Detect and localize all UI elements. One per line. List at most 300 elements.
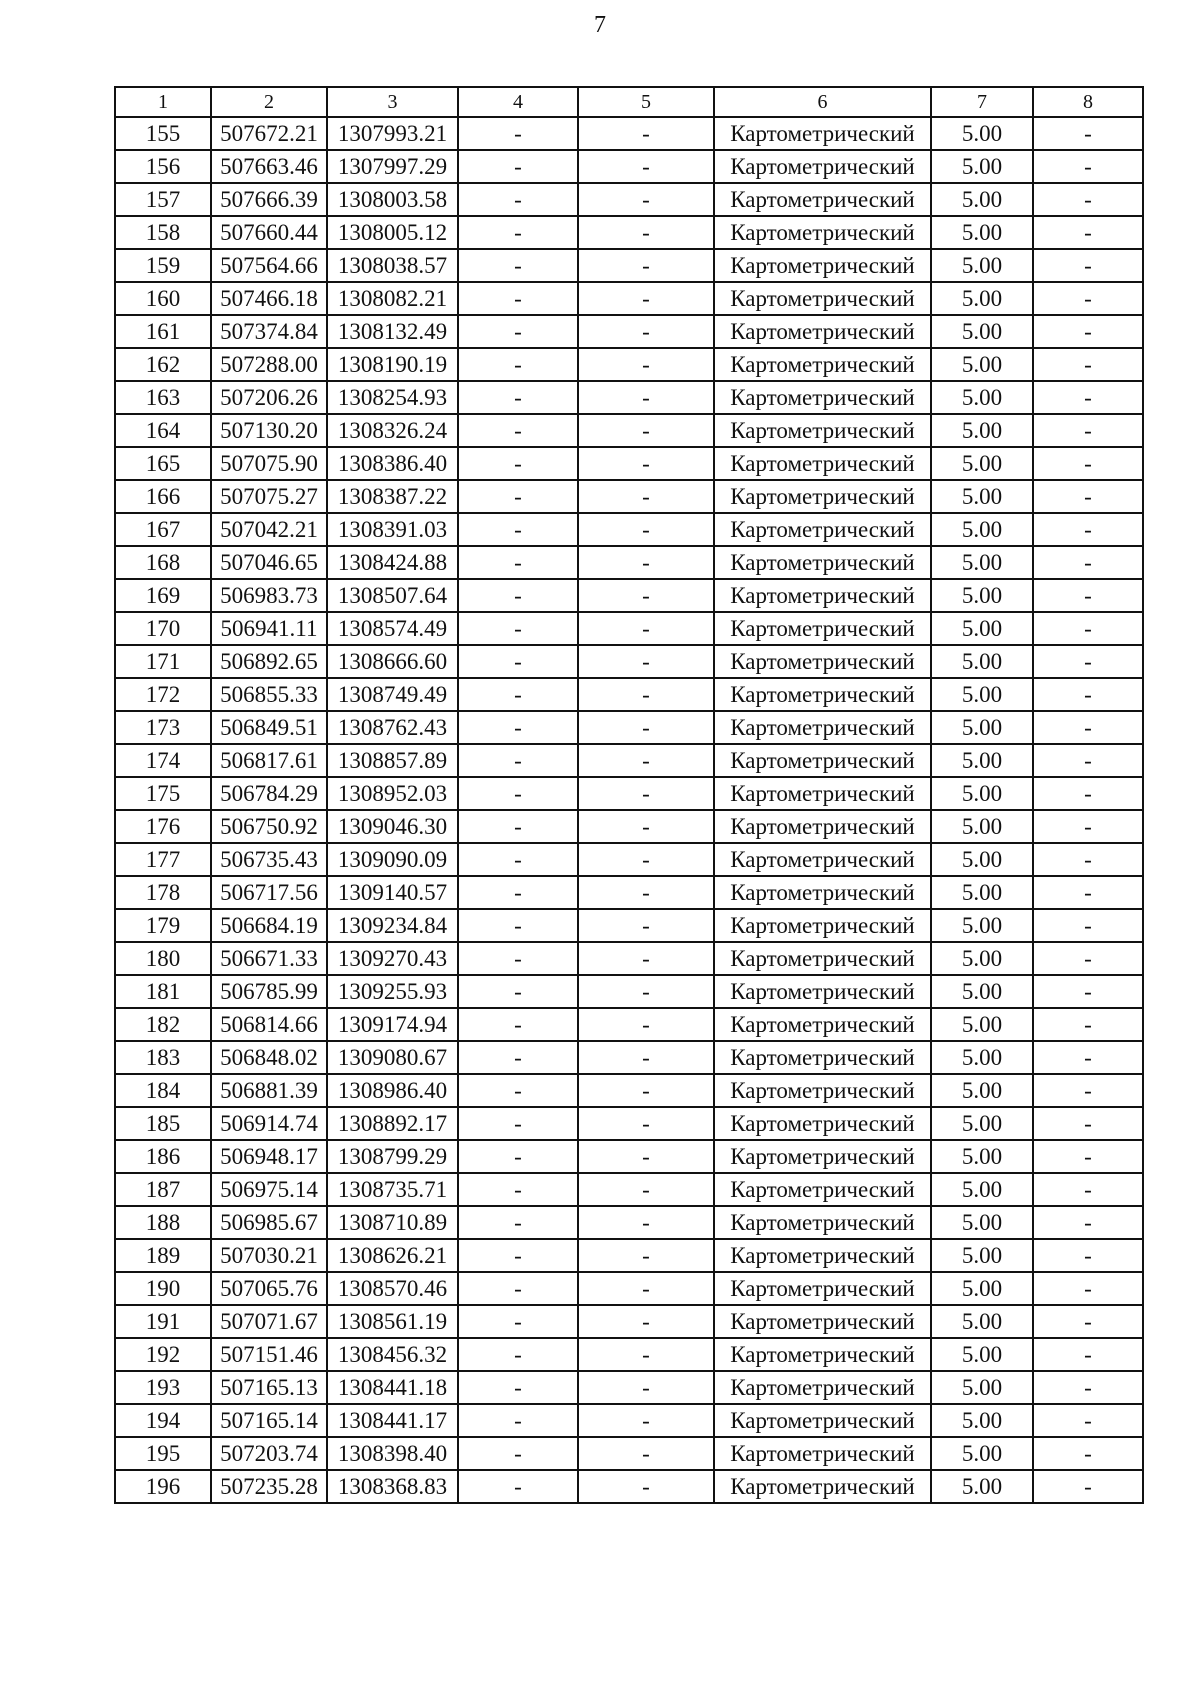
cell-col-8: - bbox=[1033, 579, 1143, 612]
cell-point-number: 184 bbox=[115, 1074, 211, 1107]
cell-method: Картометрический bbox=[714, 909, 931, 942]
cell-coord-x: 507466.18 bbox=[211, 282, 327, 315]
cell-col-5: - bbox=[578, 315, 714, 348]
cell-col-4: - bbox=[458, 1074, 578, 1107]
cell-col-8: - bbox=[1033, 975, 1143, 1008]
cell-col-4: - bbox=[458, 381, 578, 414]
cell-col-5: - bbox=[578, 414, 714, 447]
cell-point-number: 162 bbox=[115, 348, 211, 381]
table-row bbox=[115, 282, 1143, 315]
cell-accuracy: 5.00 bbox=[931, 216, 1033, 249]
cell-col-8: - bbox=[1033, 216, 1143, 249]
cell-col-5: - bbox=[578, 447, 714, 480]
cell-point-number: 182 bbox=[115, 1008, 211, 1041]
cell-point-number: 174 bbox=[115, 744, 211, 777]
cell-coord-x: 507672.21 bbox=[211, 117, 327, 150]
cell-col-4: - bbox=[458, 612, 578, 645]
cell-coord-x: 507165.14 bbox=[211, 1404, 327, 1437]
cell-coord-x: 506684.19 bbox=[211, 909, 327, 942]
cell-coord-x: 506892.65 bbox=[211, 645, 327, 678]
column-header-7: 7 bbox=[931, 87, 1033, 117]
cell-point-number: 167 bbox=[115, 513, 211, 546]
cell-col-4: - bbox=[458, 1305, 578, 1338]
cell-col-8: - bbox=[1033, 744, 1143, 777]
cell-coord-y: 1309140.57 bbox=[327, 876, 458, 909]
cell-point-number: 185 bbox=[115, 1107, 211, 1140]
cell-coord-x: 507075.90 bbox=[211, 447, 327, 480]
cell-method: Картометрический bbox=[714, 1041, 931, 1074]
cell-coord-y: 1309080.67 bbox=[327, 1041, 458, 1074]
cell-col-5: - bbox=[578, 975, 714, 1008]
cell-accuracy: 5.00 bbox=[931, 1470, 1033, 1503]
cell-col-8: - bbox=[1033, 414, 1143, 447]
cell-col-8: - bbox=[1033, 315, 1143, 348]
cell-col-8: - bbox=[1033, 678, 1143, 711]
cell-method: Картометрический bbox=[714, 183, 931, 216]
cell-col-4: - bbox=[458, 876, 578, 909]
table-row bbox=[115, 546, 1143, 579]
cell-coord-y: 1309270.43 bbox=[327, 942, 458, 975]
cell-col-4: - bbox=[458, 1107, 578, 1140]
cell-coord-y: 1309090.09 bbox=[327, 843, 458, 876]
cell-col-8: - bbox=[1033, 1008, 1143, 1041]
cell-method: Картометрический bbox=[714, 711, 931, 744]
cell-point-number: 189 bbox=[115, 1239, 211, 1272]
cell-accuracy: 5.00 bbox=[931, 480, 1033, 513]
cell-coord-y: 1308735.71 bbox=[327, 1173, 458, 1206]
cell-method: Картометрический bbox=[714, 942, 931, 975]
cell-coord-y: 1309046.30 bbox=[327, 810, 458, 843]
cell-accuracy: 5.00 bbox=[931, 1008, 1033, 1041]
column-header-2: 2 bbox=[211, 87, 327, 117]
cell-accuracy: 5.00 bbox=[931, 1338, 1033, 1371]
cell-point-number: 155 bbox=[115, 117, 211, 150]
cell-coord-x: 506814.66 bbox=[211, 1008, 327, 1041]
table-row bbox=[115, 909, 1143, 942]
table-row bbox=[115, 1206, 1143, 1239]
cell-coord-y: 1308368.83 bbox=[327, 1470, 458, 1503]
cell-method: Картометрический bbox=[714, 1338, 931, 1371]
cell-coord-y: 1308799.29 bbox=[327, 1140, 458, 1173]
cell-coord-x: 507065.76 bbox=[211, 1272, 327, 1305]
cell-accuracy: 5.00 bbox=[931, 810, 1033, 843]
cell-col-4: - bbox=[458, 216, 578, 249]
cell-col-5: - bbox=[578, 216, 714, 249]
cell-point-number: 179 bbox=[115, 909, 211, 942]
cell-method: Картометрический bbox=[714, 645, 931, 678]
cell-col-8: - bbox=[1033, 1272, 1143, 1305]
cell-point-number: 170 bbox=[115, 612, 211, 645]
cell-accuracy: 5.00 bbox=[931, 1272, 1033, 1305]
cell-col-5: - bbox=[578, 1338, 714, 1371]
cell-coord-y: 1308424.88 bbox=[327, 546, 458, 579]
cell-method: Картометрический bbox=[714, 579, 931, 612]
cell-coord-x: 507071.67 bbox=[211, 1305, 327, 1338]
cell-col-5: - bbox=[578, 1272, 714, 1305]
cell-method: Картометрический bbox=[714, 876, 931, 909]
cell-col-5: - bbox=[578, 1437, 714, 1470]
table-row bbox=[115, 711, 1143, 744]
table-row bbox=[115, 1008, 1143, 1041]
cell-method: Картометрический bbox=[714, 1272, 931, 1305]
cell-coord-y: 1308626.21 bbox=[327, 1239, 458, 1272]
cell-coord-x: 507130.20 bbox=[211, 414, 327, 447]
cell-point-number: 177 bbox=[115, 843, 211, 876]
cell-method: Картометрический bbox=[714, 1371, 931, 1404]
cell-method: Картометрический bbox=[714, 1008, 931, 1041]
cell-col-4: - bbox=[458, 1404, 578, 1437]
table-body bbox=[115, 117, 1143, 1503]
cell-col-4: - bbox=[458, 1041, 578, 1074]
cell-accuracy: 5.00 bbox=[931, 645, 1033, 678]
table-row bbox=[115, 1041, 1143, 1074]
cell-accuracy: 5.00 bbox=[931, 1107, 1033, 1140]
cell-col-5: - bbox=[578, 249, 714, 282]
cell-col-8: - bbox=[1033, 843, 1143, 876]
cell-col-4: - bbox=[458, 1470, 578, 1503]
cell-point-number: 161 bbox=[115, 315, 211, 348]
cell-point-number: 169 bbox=[115, 579, 211, 612]
cell-coord-y: 1308398.40 bbox=[327, 1437, 458, 1470]
column-header-6: 6 bbox=[714, 87, 931, 117]
cell-col-4: - bbox=[458, 810, 578, 843]
cell-coord-x: 507564.66 bbox=[211, 249, 327, 282]
column-header-5: 5 bbox=[578, 87, 714, 117]
cell-coord-x: 507206.26 bbox=[211, 381, 327, 414]
table-row bbox=[115, 480, 1143, 513]
cell-point-number: 163 bbox=[115, 381, 211, 414]
cell-point-number: 165 bbox=[115, 447, 211, 480]
cell-col-8: - bbox=[1033, 480, 1143, 513]
cell-accuracy: 5.00 bbox=[931, 150, 1033, 183]
cell-coord-y: 1308574.49 bbox=[327, 612, 458, 645]
table-row bbox=[115, 315, 1143, 348]
cell-point-number: 176 bbox=[115, 810, 211, 843]
table-row bbox=[115, 612, 1143, 645]
cell-accuracy: 5.00 bbox=[931, 744, 1033, 777]
cell-point-number: 171 bbox=[115, 645, 211, 678]
cell-coord-y: 1308254.93 bbox=[327, 381, 458, 414]
cell-col-8: - bbox=[1033, 183, 1143, 216]
cell-coord-x: 506717.56 bbox=[211, 876, 327, 909]
cell-coord-x: 506983.73 bbox=[211, 579, 327, 612]
cell-coord-x: 507660.44 bbox=[211, 216, 327, 249]
table-row bbox=[115, 1272, 1143, 1305]
table-row bbox=[115, 810, 1143, 843]
cell-point-number: 158 bbox=[115, 216, 211, 249]
cell-col-4: - bbox=[458, 1272, 578, 1305]
cell-col-8: - bbox=[1033, 150, 1143, 183]
cell-col-4: - bbox=[458, 1239, 578, 1272]
table-row bbox=[115, 1404, 1143, 1437]
cell-coord-y: 1308326.24 bbox=[327, 414, 458, 447]
cell-coord-x: 506914.74 bbox=[211, 1107, 327, 1140]
cell-point-number: 156 bbox=[115, 150, 211, 183]
cell-col-8: - bbox=[1033, 1437, 1143, 1470]
cell-col-5: - bbox=[578, 1041, 714, 1074]
cell-accuracy: 5.00 bbox=[931, 348, 1033, 381]
cell-col-8: - bbox=[1033, 909, 1143, 942]
cell-col-5: - bbox=[578, 480, 714, 513]
cell-method: Картометрический bbox=[714, 744, 931, 777]
cell-col-8: - bbox=[1033, 777, 1143, 810]
cell-accuracy: 5.00 bbox=[931, 1173, 1033, 1206]
table-row bbox=[115, 1074, 1143, 1107]
cell-coord-x: 507235.28 bbox=[211, 1470, 327, 1503]
cell-method: Картометрический bbox=[714, 315, 931, 348]
cell-coord-y: 1308666.60 bbox=[327, 645, 458, 678]
cell-method: Картометрический bbox=[714, 117, 931, 150]
cell-col-5: - bbox=[578, 183, 714, 216]
cell-point-number: 190 bbox=[115, 1272, 211, 1305]
cell-point-number: 187 bbox=[115, 1173, 211, 1206]
cell-col-8: - bbox=[1033, 1107, 1143, 1140]
cell-col-5: - bbox=[578, 744, 714, 777]
cell-col-8: - bbox=[1033, 711, 1143, 744]
cell-coord-x: 506671.33 bbox=[211, 942, 327, 975]
cell-accuracy: 5.00 bbox=[931, 546, 1033, 579]
cell-accuracy: 5.00 bbox=[931, 975, 1033, 1008]
table-row bbox=[115, 117, 1143, 150]
cell-accuracy: 5.00 bbox=[931, 843, 1033, 876]
cell-coord-x: 507030.21 bbox=[211, 1239, 327, 1272]
cell-method: Картометрический bbox=[714, 348, 931, 381]
cell-col-8: - bbox=[1033, 1173, 1143, 1206]
table-row bbox=[115, 645, 1143, 678]
cell-method: Картометрический bbox=[714, 447, 931, 480]
cell-col-8: - bbox=[1033, 876, 1143, 909]
cell-col-8: - bbox=[1033, 348, 1143, 381]
table-row bbox=[115, 678, 1143, 711]
cell-accuracy: 5.00 bbox=[931, 282, 1033, 315]
table-row bbox=[115, 1173, 1143, 1206]
cell-coord-y: 1307997.29 bbox=[327, 150, 458, 183]
cell-coord-x: 506941.11 bbox=[211, 612, 327, 645]
cell-accuracy: 5.00 bbox=[931, 1140, 1033, 1173]
cell-col-8: - bbox=[1033, 513, 1143, 546]
cell-coord-x: 506948.17 bbox=[211, 1140, 327, 1173]
cell-method: Картометрический bbox=[714, 810, 931, 843]
cell-method: Картометрический bbox=[714, 480, 931, 513]
cell-coord-y: 1308570.46 bbox=[327, 1272, 458, 1305]
cell-method: Картометрический bbox=[714, 678, 931, 711]
table-row bbox=[115, 513, 1143, 546]
cell-col-4: - bbox=[458, 546, 578, 579]
cell-col-4: - bbox=[458, 1371, 578, 1404]
table-row bbox=[115, 414, 1143, 447]
table-row bbox=[115, 843, 1143, 876]
table-row bbox=[115, 1437, 1143, 1470]
cell-col-4: - bbox=[458, 843, 578, 876]
cell-coord-y: 1308132.49 bbox=[327, 315, 458, 348]
cell-col-8: - bbox=[1033, 381, 1143, 414]
cell-point-number: 194 bbox=[115, 1404, 211, 1437]
cell-method: Картометрический bbox=[714, 414, 931, 447]
cell-coord-x: 506750.92 bbox=[211, 810, 327, 843]
cell-col-4: - bbox=[458, 678, 578, 711]
cell-col-8: - bbox=[1033, 1206, 1143, 1239]
cell-method: Картометрический bbox=[714, 1107, 931, 1140]
cell-coord-x: 507165.13 bbox=[211, 1371, 327, 1404]
cell-col-8: - bbox=[1033, 546, 1143, 579]
cell-point-number: 178 bbox=[115, 876, 211, 909]
cell-point-number: 192 bbox=[115, 1338, 211, 1371]
cell-coord-y: 1308387.22 bbox=[327, 480, 458, 513]
cell-point-number: 172 bbox=[115, 678, 211, 711]
cell-col-5: - bbox=[578, 579, 714, 612]
cell-coord-x: 507151.46 bbox=[211, 1338, 327, 1371]
cell-coord-y: 1308005.12 bbox=[327, 216, 458, 249]
cell-col-5: - bbox=[578, 1140, 714, 1173]
cell-accuracy: 5.00 bbox=[931, 942, 1033, 975]
cell-coord-x: 507666.39 bbox=[211, 183, 327, 216]
table-row bbox=[115, 876, 1143, 909]
cell-coord-y: 1308952.03 bbox=[327, 777, 458, 810]
cell-method: Картометрический bbox=[714, 513, 931, 546]
cell-col-8: - bbox=[1033, 282, 1143, 315]
column-header-4: 4 bbox=[458, 87, 578, 117]
cell-method: Картометрический bbox=[714, 249, 931, 282]
cell-coord-x: 506855.33 bbox=[211, 678, 327, 711]
cell-coord-y: 1308456.32 bbox=[327, 1338, 458, 1371]
cell-col-4: - bbox=[458, 249, 578, 282]
cell-col-5: - bbox=[578, 1173, 714, 1206]
cell-coord-x: 506985.67 bbox=[211, 1206, 327, 1239]
cell-coord-x: 507288.00 bbox=[211, 348, 327, 381]
cell-point-number: 181 bbox=[115, 975, 211, 1008]
cell-col-4: - bbox=[458, 1338, 578, 1371]
cell-accuracy: 5.00 bbox=[931, 381, 1033, 414]
cell-accuracy: 5.00 bbox=[931, 1371, 1033, 1404]
cell-point-number: 164 bbox=[115, 414, 211, 447]
cell-col-5: - bbox=[578, 1008, 714, 1041]
cell-method: Картометрический bbox=[714, 381, 931, 414]
cell-col-5: - bbox=[578, 909, 714, 942]
column-header-3: 3 bbox=[327, 87, 458, 117]
table-row bbox=[115, 381, 1143, 414]
cell-col-5: - bbox=[578, 381, 714, 414]
cell-col-5: - bbox=[578, 1074, 714, 1107]
cell-col-4: - bbox=[458, 150, 578, 183]
cell-accuracy: 5.00 bbox=[931, 1404, 1033, 1437]
cell-accuracy: 5.00 bbox=[931, 612, 1033, 645]
table-row bbox=[115, 216, 1143, 249]
cell-col-4: - bbox=[458, 315, 578, 348]
cell-method: Картометрический bbox=[714, 843, 931, 876]
table-header-row bbox=[115, 87, 1143, 117]
cell-point-number: 168 bbox=[115, 546, 211, 579]
cell-point-number: 159 bbox=[115, 249, 211, 282]
column-header-1: 1 bbox=[115, 87, 211, 117]
cell-accuracy: 5.00 bbox=[931, 711, 1033, 744]
coordinates-table bbox=[114, 86, 1144, 1504]
cell-accuracy: 5.00 bbox=[931, 1206, 1033, 1239]
cell-col-5: - bbox=[578, 678, 714, 711]
cell-col-8: - bbox=[1033, 1371, 1143, 1404]
cell-col-4: - bbox=[458, 909, 578, 942]
cell-accuracy: 5.00 bbox=[931, 1074, 1033, 1107]
cell-col-4: - bbox=[458, 1173, 578, 1206]
cell-col-4: - bbox=[458, 282, 578, 315]
cell-point-number: 186 bbox=[115, 1140, 211, 1173]
cell-col-4: - bbox=[458, 1437, 578, 1470]
table-row bbox=[115, 249, 1143, 282]
cell-col-8: - bbox=[1033, 447, 1143, 480]
cell-col-8: - bbox=[1033, 1338, 1143, 1371]
cell-point-number: 173 bbox=[115, 711, 211, 744]
table-row bbox=[115, 1470, 1143, 1503]
cell-col-4: - bbox=[458, 645, 578, 678]
cell-col-8: - bbox=[1033, 645, 1143, 678]
cell-col-4: - bbox=[458, 117, 578, 150]
table-row bbox=[115, 150, 1143, 183]
cell-point-number: 195 bbox=[115, 1437, 211, 1470]
cell-col-5: - bbox=[578, 1470, 714, 1503]
cell-col-5: - bbox=[578, 1371, 714, 1404]
cell-coord-y: 1308441.17 bbox=[327, 1404, 458, 1437]
cell-col-8: - bbox=[1033, 612, 1143, 645]
table-row bbox=[115, 1305, 1143, 1338]
table-row bbox=[115, 1338, 1143, 1371]
cell-method: Картометрический bbox=[714, 1239, 931, 1272]
cell-point-number: 196 bbox=[115, 1470, 211, 1503]
cell-coord-x: 506735.43 bbox=[211, 843, 327, 876]
cell-method: Картометрический bbox=[714, 150, 931, 183]
cell-point-number: 183 bbox=[115, 1041, 211, 1074]
cell-accuracy: 5.00 bbox=[931, 1437, 1033, 1470]
table-row bbox=[115, 447, 1143, 480]
cell-col-5: - bbox=[578, 810, 714, 843]
cell-col-4: - bbox=[458, 1206, 578, 1239]
cell-coord-x: 507046.65 bbox=[211, 546, 327, 579]
cell-accuracy: 5.00 bbox=[931, 117, 1033, 150]
cell-coord-y: 1308749.49 bbox=[327, 678, 458, 711]
cell-col-5: - bbox=[578, 513, 714, 546]
cell-coord-y: 1308190.19 bbox=[327, 348, 458, 381]
cell-coord-y: 1309174.94 bbox=[327, 1008, 458, 1041]
cell-col-5: - bbox=[578, 150, 714, 183]
table-row bbox=[115, 348, 1143, 381]
cell-col-4: - bbox=[458, 414, 578, 447]
table-row bbox=[115, 975, 1143, 1008]
cell-coord-y: 1308391.03 bbox=[327, 513, 458, 546]
cell-col-4: - bbox=[458, 975, 578, 1008]
cell-point-number: 166 bbox=[115, 480, 211, 513]
cell-col-8: - bbox=[1033, 942, 1143, 975]
cell-coord-y: 1308710.89 bbox=[327, 1206, 458, 1239]
cell-point-number: 193 bbox=[115, 1371, 211, 1404]
cell-col-4: - bbox=[458, 711, 578, 744]
table-row bbox=[115, 1239, 1143, 1272]
cell-point-number: 180 bbox=[115, 942, 211, 975]
page-number: 7 bbox=[594, 12, 606, 38]
cell-accuracy: 5.00 bbox=[931, 513, 1033, 546]
cell-coord-y: 1308892.17 bbox=[327, 1107, 458, 1140]
cell-coord-y: 1308762.43 bbox=[327, 711, 458, 744]
cell-method: Картометрический bbox=[714, 1074, 931, 1107]
cell-col-5: - bbox=[578, 117, 714, 150]
cell-coord-y: 1308561.19 bbox=[327, 1305, 458, 1338]
cell-accuracy: 5.00 bbox=[931, 447, 1033, 480]
cell-col-5: - bbox=[578, 282, 714, 315]
cell-coord-y: 1309234.84 bbox=[327, 909, 458, 942]
cell-point-number: 188 bbox=[115, 1206, 211, 1239]
cell-coord-x: 507663.46 bbox=[211, 150, 327, 183]
cell-method: Картометрический bbox=[714, 216, 931, 249]
cell-coord-x: 506975.14 bbox=[211, 1173, 327, 1206]
cell-col-8: - bbox=[1033, 1140, 1143, 1173]
cell-col-4: - bbox=[458, 480, 578, 513]
